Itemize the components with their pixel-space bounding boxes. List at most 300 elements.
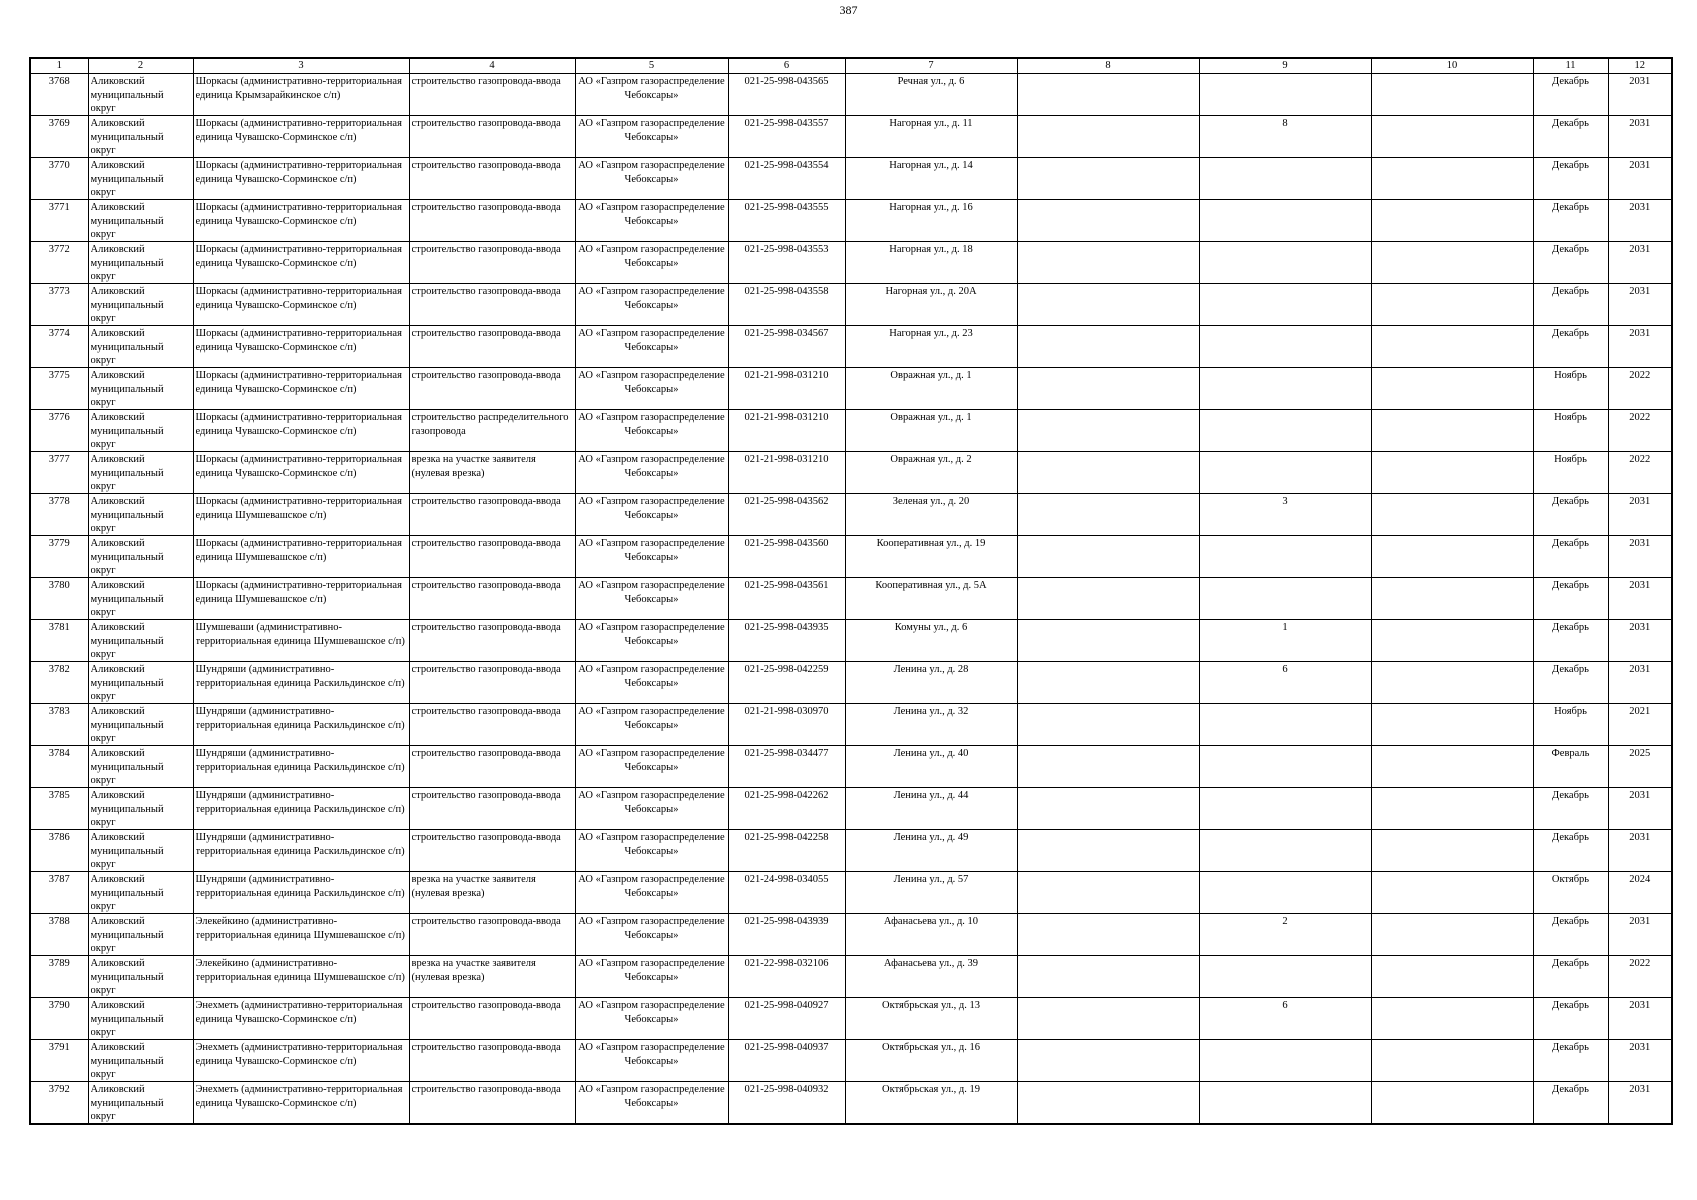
- object-code-cell-text: 021-25-998-043557: [744, 118, 829, 129]
- address-cell: [845, 452, 1017, 494]
- object-code-cell-text: 021-25-998-040937: [744, 1042, 829, 1053]
- work-type-cell: [409, 74, 575, 116]
- column-8-cell: [1017, 830, 1199, 872]
- year-cell-text: 2031: [1629, 1084, 1651, 1095]
- column-header-7: 7: [845, 58, 1017, 74]
- column-9-cell: [1199, 620, 1371, 662]
- table-row: [30, 116, 1672, 158]
- settlement-cell: [193, 872, 409, 914]
- column-9-cell-text: [1202, 831, 1369, 871]
- month-cell: [1533, 326, 1608, 368]
- organization-cell: [575, 452, 728, 494]
- settlement-cell: [193, 830, 409, 872]
- column-10-cell: [1371, 536, 1533, 578]
- table-row: [30, 284, 1672, 326]
- work-type-cell: [409, 830, 575, 872]
- organization-cell-text: АО «Газпром газораспределение Чебоксары»: [578, 832, 725, 857]
- year-cell-text: 2024: [1629, 874, 1651, 885]
- column-10-cell-text: [1374, 159, 1531, 199]
- object-code-cell-text: 021-25-998-040932: [744, 1084, 829, 1095]
- table-row: [30, 998, 1672, 1040]
- month-cell-text: Ноябрь: [1554, 370, 1587, 381]
- row-number-text: 3769: [48, 118, 70, 129]
- column-9-cell: [1199, 1082, 1371, 1125]
- column-8-cell-text: [1020, 495, 1197, 535]
- row-number: [30, 326, 88, 368]
- row-number: [30, 1040, 88, 1082]
- row-number-text: 3777: [48, 454, 70, 465]
- column-8-cell: [1017, 494, 1199, 536]
- month-cell-text: Декабрь: [1552, 538, 1589, 549]
- column-8-cell: [1017, 74, 1199, 116]
- column-9-cell: [1199, 116, 1371, 158]
- object-code-cell: [728, 620, 845, 662]
- column-10-cell: [1371, 410, 1533, 452]
- column-8-cell: [1017, 116, 1199, 158]
- row-number-text: 3771: [48, 202, 70, 213]
- column-header-5: 5: [575, 58, 728, 74]
- column-8-cell: [1017, 746, 1199, 788]
- year-cell-text: 2022: [1629, 412, 1651, 423]
- organization-cell: [575, 158, 728, 200]
- column-8-cell: [1017, 1082, 1199, 1125]
- work-type-cell-text: строительство газопровода-ввода: [411, 832, 561, 843]
- district-cell-text: Аликовский муниципальный округ: [90, 790, 164, 828]
- organization-cell: [575, 998, 728, 1040]
- column-10-cell: [1371, 1082, 1533, 1125]
- table-row: [30, 578, 1672, 620]
- row-number-text: 3786: [48, 832, 70, 843]
- column-9-cell: [1199, 704, 1371, 746]
- object-code-cell-text: 021-21-998-030970: [744, 706, 829, 717]
- address-cell: [845, 1082, 1017, 1125]
- row-number: [30, 872, 88, 914]
- address-cell: [845, 536, 1017, 578]
- district-cell-text: Аликовский муниципальный округ: [90, 370, 164, 408]
- column-10-cell-text: [1374, 621, 1531, 661]
- year-cell-text: 2031: [1629, 286, 1651, 297]
- district-cell-text: Аликовский муниципальный округ: [90, 664, 164, 702]
- work-type-cell: [409, 410, 575, 452]
- row-number: [30, 536, 88, 578]
- column-8-cell-text: [1020, 201, 1197, 241]
- column-10-cell-text: [1374, 75, 1531, 115]
- work-type-cell: [409, 1040, 575, 1082]
- district-cell-text: Аликовский муниципальный округ: [90, 412, 164, 450]
- settlement-cell-text: Энехметь (административно-территориальная единица Чувашско-Сорминское с/п): [195, 1042, 403, 1067]
- month-cell-text: Декабрь: [1552, 286, 1589, 297]
- column-8-cell-text: [1020, 1041, 1197, 1081]
- work-type-cell: [409, 662, 575, 704]
- column-9-cell: [1199, 956, 1371, 998]
- work-type-cell-text: строительство газопровода-ввода: [411, 202, 561, 213]
- address-cell: [845, 410, 1017, 452]
- table-row: [30, 158, 1672, 200]
- district-cell: [88, 1082, 193, 1125]
- district-cell-text: Аликовский муниципальный округ: [90, 916, 164, 954]
- work-type-cell-text: строительство газопровода-ввода: [411, 916, 561, 927]
- object-code-cell-text: 021-25-998-043935: [744, 622, 829, 633]
- district-cell-text: Аликовский муниципальный округ: [90, 328, 164, 366]
- column-10-cell: [1371, 368, 1533, 410]
- column-8-cell: [1017, 914, 1199, 956]
- column-9-cell-text: 6: [1282, 664, 1288, 675]
- work-type-cell: [409, 1082, 575, 1125]
- column-9-cell-text: [1202, 1041, 1369, 1081]
- district-cell: [88, 788, 193, 830]
- data-table: [29, 57, 1673, 1125]
- settlement-cell-text: Энехметь (административно-территориальная единица Чувашско-Сорминское с/п): [195, 1084, 403, 1109]
- organization-cell-text: АО «Газпром газораспределение Чебоксары»: [578, 76, 725, 101]
- object-code-cell-text: 021-25-998-043558: [744, 286, 829, 297]
- column-8-cell-text: [1020, 621, 1197, 661]
- work-type-cell: [409, 368, 575, 410]
- month-cell-text: Декабрь: [1552, 76, 1589, 87]
- district-cell: [88, 1040, 193, 1082]
- table-row: [30, 704, 1672, 746]
- address-cell: [845, 704, 1017, 746]
- address-cell-text: Ленина ул., д. 40: [893, 748, 969, 759]
- month-cell-text: Ноябрь: [1554, 706, 1587, 717]
- work-type-cell-text: строительство газопровода-ввода: [411, 748, 561, 759]
- year-cell-text: 2031: [1629, 244, 1651, 255]
- column-10-cell-text: [1374, 831, 1531, 871]
- district-cell: [88, 620, 193, 662]
- column-10-cell: [1371, 116, 1533, 158]
- row-number: [30, 620, 88, 662]
- district-cell-text: Аликовский муниципальный округ: [90, 76, 164, 114]
- year-cell: [1608, 368, 1672, 410]
- address-cell-text: Октябрьская ул., д. 16: [882, 1042, 980, 1053]
- district-cell: [88, 914, 193, 956]
- district-cell-text: Аликовский муниципальный округ: [90, 874, 164, 912]
- work-type-cell-text: врезка на участке заявителя (нулевая врезка): [411, 874, 536, 899]
- organization-cell: [575, 746, 728, 788]
- table-row: [30, 74, 1672, 116]
- object-code-cell: [728, 410, 845, 452]
- column-8-cell: [1017, 326, 1199, 368]
- address-cell-text: Овражная ул., д. 1: [890, 370, 972, 381]
- work-type-cell: [409, 956, 575, 998]
- column-8-cell-text: [1020, 579, 1197, 619]
- work-type-cell-text: строительство газопровода-ввода: [411, 538, 561, 549]
- work-type-cell-text: строительство газопровода-ввода: [411, 1000, 561, 1011]
- district-cell-text: Аликовский муниципальный округ: [90, 1042, 164, 1080]
- column-10-cell: [1371, 788, 1533, 830]
- column-9-cell-text: [1202, 243, 1369, 283]
- address-cell: [845, 200, 1017, 242]
- district-cell-text: Аликовский муниципальный округ: [90, 832, 164, 870]
- column-9-cell-text: [1202, 75, 1369, 115]
- district-cell-text: Аликовский муниципальный округ: [90, 286, 164, 324]
- column-9-cell-text: 6: [1282, 1000, 1288, 1011]
- object-code-cell: [728, 326, 845, 368]
- address-cell: [845, 326, 1017, 368]
- month-cell-text: Декабрь: [1552, 244, 1589, 255]
- organization-cell: [575, 578, 728, 620]
- column-8-cell-text: [1020, 453, 1197, 493]
- object-code-cell: [728, 830, 845, 872]
- work-type-cell: [409, 536, 575, 578]
- settlement-cell: [193, 1082, 409, 1125]
- row-number: [30, 746, 88, 788]
- month-cell-text: Декабрь: [1552, 1084, 1589, 1095]
- column-8-cell-text: [1020, 999, 1197, 1039]
- work-type-cell-text: строительство газопровода-ввода: [411, 76, 561, 87]
- object-code-cell: [728, 998, 845, 1040]
- page-number: 387: [839, 3, 858, 17]
- row-number: [30, 116, 88, 158]
- address-cell: [845, 284, 1017, 326]
- organization-cell: [575, 242, 728, 284]
- column-10-cell-text: [1374, 705, 1531, 745]
- column-8-cell: [1017, 788, 1199, 830]
- year-cell-text: 2031: [1629, 1000, 1651, 1011]
- month-cell: [1533, 872, 1608, 914]
- organization-cell-text: АО «Газпром газораспределение Чебоксары»: [578, 244, 725, 269]
- table-row: [30, 746, 1672, 788]
- settlement-cell: [193, 326, 409, 368]
- object-code-cell-text: 021-21-998-031210: [744, 370, 829, 381]
- column-8-cell-text: [1020, 75, 1197, 115]
- column-9-cell: [1199, 74, 1371, 116]
- column-8-cell-text: [1020, 369, 1197, 409]
- work-type-cell-text: строительство газопровода-ввода: [411, 244, 561, 255]
- address-cell-text: Кооперативная ул., д. 19: [876, 538, 986, 549]
- settlement-cell: [193, 200, 409, 242]
- object-code-cell: [728, 284, 845, 326]
- year-cell-text: 2031: [1629, 118, 1651, 129]
- year-cell-text: 2031: [1629, 916, 1651, 927]
- year-cell: [1608, 494, 1672, 536]
- year-cell: [1608, 284, 1672, 326]
- object-code-cell-text: 021-25-998-043553: [744, 244, 829, 255]
- year-cell: [1608, 536, 1672, 578]
- row-number: [30, 200, 88, 242]
- column-9-cell-text: [1202, 1083, 1369, 1123]
- month-cell: [1533, 914, 1608, 956]
- row-number-text: 3772: [48, 244, 70, 255]
- object-code-cell-text: 021-21-998-031210: [744, 454, 829, 465]
- work-type-cell-text: строительство газопровода-ввода: [411, 160, 561, 171]
- row-number: [30, 662, 88, 704]
- month-cell-text: Ноябрь: [1554, 412, 1587, 423]
- column-8-cell: [1017, 620, 1199, 662]
- column-9-cell: [1199, 830, 1371, 872]
- settlement-cell-text: Шоркасы (административно-территориальная единица Чувашско-Сорминское с/п): [195, 244, 402, 269]
- month-cell: [1533, 368, 1608, 410]
- district-cell-text: Аликовский муниципальный округ: [90, 580, 164, 618]
- column-9-cell-text: 8: [1282, 118, 1288, 129]
- column-9-cell: [1199, 494, 1371, 536]
- column-8-cell: [1017, 242, 1199, 284]
- address-cell-text: Кооперативная ул., д. 5А: [875, 580, 987, 591]
- column-header-10: 10: [1371, 58, 1533, 74]
- column-9-cell-text: 1: [1282, 622, 1288, 633]
- month-cell-text: Декабрь: [1552, 160, 1589, 171]
- address-cell-text: Зеленая ул., д. 20: [892, 496, 970, 507]
- row-number-text: 3792: [48, 1084, 70, 1095]
- work-type-cell-text: строительство газопровода-ввода: [411, 706, 561, 717]
- column-10-cell-text: [1374, 915, 1531, 955]
- district-cell-text: Аликовский муниципальный округ: [90, 1084, 164, 1122]
- row-number: [30, 368, 88, 410]
- district-cell: [88, 536, 193, 578]
- address-cell: [845, 830, 1017, 872]
- object-code-cell-text: 021-25-998-034567: [744, 328, 829, 339]
- object-code-cell-text: 021-25-998-043560: [744, 538, 829, 549]
- district-cell: [88, 368, 193, 410]
- address-cell: [845, 746, 1017, 788]
- district-cell-text: Аликовский муниципальный округ: [90, 748, 164, 786]
- organization-cell: [575, 116, 728, 158]
- organization-cell-text: АО «Газпром газораспределение Чебоксары»: [578, 1084, 725, 1109]
- organization-cell: [575, 662, 728, 704]
- settlement-cell-text: Шундряши (административно-территориальная единица Раскильдинское с/п): [195, 664, 405, 689]
- row-number-text: 3785: [48, 790, 70, 801]
- organization-cell-text: АО «Газпром газораспределение Чебоксары»: [578, 706, 725, 731]
- table-row: [30, 200, 1672, 242]
- object-code-cell: [728, 242, 845, 284]
- year-cell-text: 2031: [1629, 790, 1651, 801]
- work-type-cell: [409, 578, 575, 620]
- row-number: [30, 914, 88, 956]
- settlement-cell-text: Шоркасы (административно-территориальная единица Шумшевашское с/п): [195, 538, 402, 563]
- organization-cell-text: АО «Газпром газораспределение Чебоксары»: [578, 790, 725, 815]
- district-cell: [88, 158, 193, 200]
- object-code-cell-text: 021-25-998-043939: [744, 916, 829, 927]
- settlement-cell-text: Шоркасы (административно-территориальная единица Чувашско-Сорминское с/п): [195, 202, 402, 227]
- row-number: [30, 956, 88, 998]
- year-cell: [1608, 914, 1672, 956]
- table-row: [30, 1040, 1672, 1082]
- district-cell: [88, 116, 193, 158]
- settlement-cell: [193, 998, 409, 1040]
- column-header-12: 12: [1608, 58, 1672, 74]
- district-cell: [88, 452, 193, 494]
- settlement-cell: [193, 662, 409, 704]
- column-10-cell-text: [1374, 327, 1531, 367]
- row-number: [30, 578, 88, 620]
- address-cell: [845, 1040, 1017, 1082]
- column-9-cell-text: [1202, 873, 1369, 913]
- address-cell-text: Ленина ул., д. 32: [893, 706, 969, 717]
- object-code-cell: [728, 914, 845, 956]
- row-number-text: 3770: [48, 160, 70, 171]
- object-code-cell-text: 021-25-998-043561: [744, 580, 829, 591]
- address-cell-text: Овражная ул., д. 1: [890, 412, 972, 423]
- organization-cell-text: АО «Газпром газораспределение Чебоксары»: [578, 622, 725, 647]
- column-9-cell: [1199, 242, 1371, 284]
- work-type-cell-text: строительство газопровода-ввода: [411, 1042, 561, 1053]
- address-cell-text: Октябрьская ул., д. 13: [882, 1000, 980, 1011]
- organization-cell-text: АО «Газпром газораспределение Чебоксары»: [578, 202, 725, 227]
- month-cell: [1533, 662, 1608, 704]
- column-9-cell-text: [1202, 705, 1369, 745]
- column-9-cell: [1199, 662, 1371, 704]
- object-code-cell-text: 021-25-998-042262: [744, 790, 829, 801]
- organization-cell-text: АО «Газпром газораспределение Чебоксары»: [578, 748, 725, 773]
- row-number-text: 3787: [48, 874, 70, 885]
- column-8-cell: [1017, 536, 1199, 578]
- district-cell: [88, 956, 193, 998]
- table-row: [30, 410, 1672, 452]
- object-code-cell: [728, 746, 845, 788]
- month-cell-text: Декабрь: [1552, 958, 1589, 969]
- column-10-cell-text: [1374, 117, 1531, 157]
- object-code-cell: [728, 1040, 845, 1082]
- row-number-text: 3778: [48, 496, 70, 507]
- settlement-cell-text: Шоркасы (административно-территориальная единица Чувашско-Сорминское с/п): [195, 454, 402, 479]
- year-cell-text: 2031: [1629, 580, 1651, 591]
- address-cell-text: Нагорная ул., д. 11: [889, 118, 973, 129]
- month-cell: [1533, 578, 1608, 620]
- month-cell-text: Декабрь: [1552, 580, 1589, 591]
- column-9-cell: [1199, 998, 1371, 1040]
- organization-cell: [575, 74, 728, 116]
- settlement-cell: [193, 452, 409, 494]
- table-row: [30, 326, 1672, 368]
- settlement-cell-text: Шоркасы (административно-территориальная единица Чувашско-Сорминское с/п): [195, 118, 402, 143]
- address-cell: [845, 578, 1017, 620]
- year-cell-text: 2031: [1629, 202, 1651, 213]
- address-cell-text: Нагорная ул., д. 20А: [885, 286, 977, 297]
- organization-cell-text: АО «Газпром газораспределение Чебоксары»: [578, 412, 725, 437]
- column-8-cell-text: [1020, 873, 1197, 913]
- column-10-cell-text: [1374, 285, 1531, 325]
- year-cell: [1608, 116, 1672, 158]
- month-cell-text: Декабрь: [1552, 1000, 1589, 1011]
- row-number-text: 3784: [48, 748, 70, 759]
- column-10-cell: [1371, 452, 1533, 494]
- row-number-text: 3775: [48, 370, 70, 381]
- column-10-cell: [1371, 1040, 1533, 1082]
- work-type-cell-text: строительство газопровода-ввода: [411, 370, 561, 381]
- table-row: [30, 620, 1672, 662]
- address-cell-text: Речная ул., д. 6: [897, 76, 965, 87]
- settlement-cell-text: Шундряши (административно-территориальная единица Раскильдинское с/п): [195, 874, 405, 899]
- year-cell-text: 2031: [1629, 538, 1651, 549]
- work-type-cell: [409, 998, 575, 1040]
- year-cell: [1608, 158, 1672, 200]
- column-8-cell-text: [1020, 285, 1197, 325]
- column-10-cell-text: [1374, 999, 1531, 1039]
- column-10-cell: [1371, 200, 1533, 242]
- table-row: [30, 536, 1672, 578]
- column-header-4: 4: [409, 58, 575, 74]
- year-cell: [1608, 200, 1672, 242]
- address-cell-text: Нагорная ул., д. 16: [889, 202, 973, 213]
- district-cell-text: Аликовский муниципальный округ: [90, 1000, 164, 1038]
- month-cell: [1533, 536, 1608, 578]
- address-cell: [845, 494, 1017, 536]
- row-number-text: 3791: [48, 1042, 70, 1053]
- object-code-cell: [728, 1082, 845, 1125]
- object-code-cell: [728, 200, 845, 242]
- organization-cell-text: АО «Газпром газораспределение Чебоксары»: [578, 454, 725, 479]
- address-cell-text: Нагорная ул., д. 23: [889, 328, 973, 339]
- column-header-8: 8: [1017, 58, 1199, 74]
- column-8-cell: [1017, 872, 1199, 914]
- month-cell-text: Февраль: [1551, 748, 1590, 759]
- table-row: [30, 368, 1672, 410]
- settlement-cell: [193, 116, 409, 158]
- column-10-cell-text: [1374, 243, 1531, 283]
- column-8-cell-text: [1020, 1083, 1197, 1123]
- settlement-cell-text: Шоркасы (административно-территориальная единица Шумшевашское с/п): [195, 580, 402, 605]
- column-10-cell: [1371, 914, 1533, 956]
- object-code-cell-text: 021-25-998-042259: [744, 664, 829, 675]
